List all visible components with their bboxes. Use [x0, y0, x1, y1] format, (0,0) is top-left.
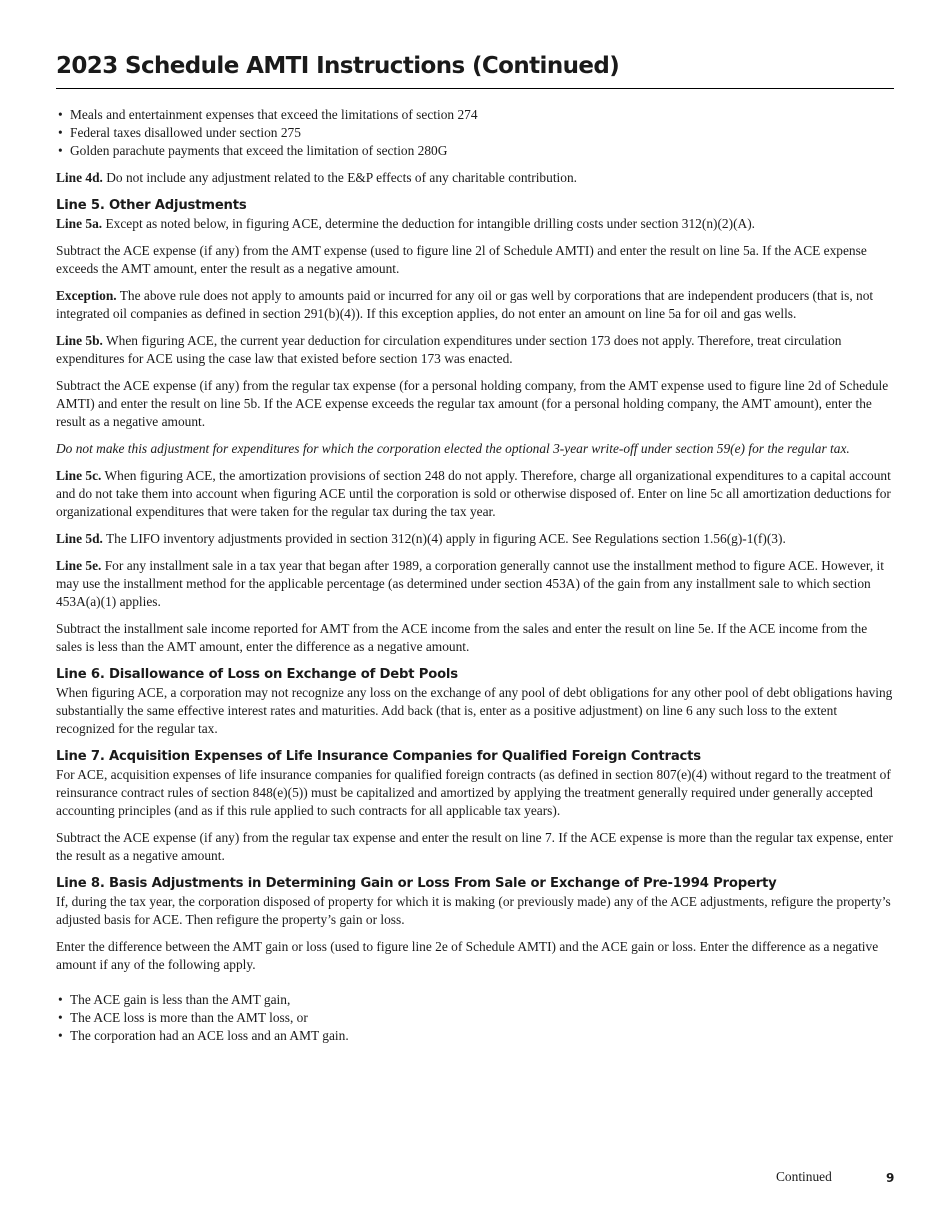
line-5a-paragraph [56, 215, 894, 233]
list-item: • Golden parachute payments that exceed the limitation of section 280G [56, 142, 894, 160]
line-7-paragraph-2: Subtract the ACE expense (if any) from the regular tax expense and enter the result on line 7. If the ACE expense is more than the regular tax expense, enter the result as a negative amount. [56, 830, 893, 863]
line-5a-label: Line 5a. [56, 216, 103, 231]
document-body [56, 106, 894, 1045]
line-5c-paragraph [56, 467, 894, 521]
line-5b-paragraph-2: Subtract the ACE expense (if any) from the regular tax expense (for a personal holding company, from the AMT expense used to figure line 2d of Schedule AMTI) and enter the result on line 5b. If the ACE expense exceeds the regular tax amount (for a personal holding company, the AMT amount), enter the result as a negative amount. [56, 378, 889, 429]
line-5c-text: When figuring ACE, the amortization provisions of section 248 do not apply. Therefore, charge all organizational expenditures to a capital account and do not take them into account when figuring ACE until the corporation is sold or otherwise disposed of. Enter on line 5c all amortization deductions for organizational expenditures that were taken for the regular tax during the tax year. [56, 468, 891, 519]
line-5d-paragraph [56, 530, 894, 548]
line-5a-paragraph-2: Subtract the ACE expense (if any) from the AMT expense (used to figure line 2l of Schedule AMTI) and enter the result on line 5a. If the ACE expense exceeds the AMT amount, enter the result as a negative amount. [56, 243, 867, 276]
list-item: • The corporation had an ACE loss and an AMT gain. [56, 1027, 894, 1045]
line-6-heading: Line 6. Disallowance of Loss on Exchange of Debt Pools [56, 667, 458, 682]
exception-label: Exception. [56, 288, 117, 303]
line-5b-paragraph [56, 332, 894, 368]
line-5e-paragraph [56, 557, 894, 611]
line-8-paragraph: If, during the tax year, the corporation disposed of property for which it is making (or previously made) any of the ACE adjustments, refigure the property’s adjusted basis for ACE. Then refigure the property’s gain or loss. [56, 894, 891, 927]
line-5d-label: Line 5d. [56, 531, 103, 546]
bullet-list-line-8 [56, 991, 894, 1045]
line-5b-label: Line 5b. [56, 333, 103, 348]
line-5e-text: For any installment sale in a tax year that began after 1989, a corporation generally cannot use the installment method to figure ACE. However, it may use the installment method for the applicable percentage (as determined under section 453A) of the gain from any installment sale to which section 453A(a)(1) applies. [56, 558, 884, 609]
line-5-heading: Line 5. Other Adjustments [56, 198, 247, 213]
exception-paragraph [56, 287, 894, 323]
list-item: • The ACE loss is more than the AMT loss, or [56, 1009, 894, 1027]
line-6-paragraph: When figuring ACE, a corporation may not recognize any loss on the exchange of any pool of debt obligations for any other pool of debt obligations having substantially the same effective interest rates and maturities. Add back (that is, enter as a positive adjustment) on line 6 any such loss to the extent recognized for the regular tax. [56, 685, 893, 736]
line-5a-text: Except as noted below, in figuring ACE, determine the deduction for intangible drilling costs under section 312(n)(2)(A). [102, 216, 756, 231]
line-5e-paragraph-2: Subtract the installment sale income reported for AMT from the ACE income from the sales and enter the result on line 5e. If the ACE income from the sales is less than the AMT amount, enter the difference as a negative amount. [56, 621, 868, 654]
line-4d-label: Line 4d. [56, 170, 103, 185]
list-item: • The ACE gain is less than the AMT gain, [56, 991, 894, 1009]
line-4d-paragraph [56, 169, 894, 187]
bullet-list-top [56, 106, 894, 160]
page-title: 2023 Schedule AMTI Instructions (Continued) [56, 50, 894, 89]
line-7-heading: Line 7. Acquisition Expenses of Life Insurance Companies for Qualified Foreign Contracts [56, 749, 701, 764]
list-item: • Meals and entertainment expenses that exceed the limitations of section 274 [56, 106, 894, 124]
line-4d-text: Do not include any adjustment related to the E&P effects of any charitable contribution. [102, 170, 578, 185]
line-5b-note: Do not make this adjustment for expenditures for which the corporation elected the optional 3-year write-off under section 59(e) for the regular tax. [56, 441, 850, 456]
continued-label: Continued [776, 1169, 832, 1184]
line-5d-text: The LIFO inventory adjustments provided in section 312(n)(4) apply in figuring ACE. See Regulations section 1.56(g)-1(f)(3). [102, 531, 786, 546]
list-item: • Federal taxes disallowed under section 275 [56, 124, 894, 142]
line-5b-text: When figuring ACE, the current year deduction for circulation expenditures under section 173 does not apply. Therefore, treat circulation expenditures for ACE using the case law that existed before section 173 was enacted. [56, 333, 842, 366]
line-5e-label: Line 5e. [56, 558, 102, 573]
line-8-paragraph-2: Enter the difference between the AMT gain or loss (used to figure line 2e of Schedule AMTI) and the ACE gain or loss. Enter the difference as a negative amount if any of the following apply. [56, 939, 879, 972]
exception-text: The above rule does not apply to amounts paid or incurred for any oil or gas well by corporations that are independent producers (that is, not integrated oil companies as defined in section 291(b)(4)). If this exception applies, do not enter an amount on line 5a for oil and gas wells. [56, 288, 874, 321]
page-number: 9 [886, 1171, 895, 1185]
line-5c-label: Line 5c. [56, 468, 102, 483]
line-7-paragraph: For ACE, acquisition expenses of life insurance companies for qualified foreign contracts (as defined in section 807(e)(4) without regard to the treatment of reinsurance contract rules of section 848(e)(5)) must be capitalized and amortized by applying the treatment generally required under generally accepted accounting principles (and as if this rule applied to such contracts for all applicable tax years). [56, 767, 891, 818]
line-8-heading: Line 8. Basis Adjustments in Determining Gain or Loss From Sale or Exchange of Pre-1994 Property [56, 876, 777, 891]
document-page [56, 50, 894, 1045]
